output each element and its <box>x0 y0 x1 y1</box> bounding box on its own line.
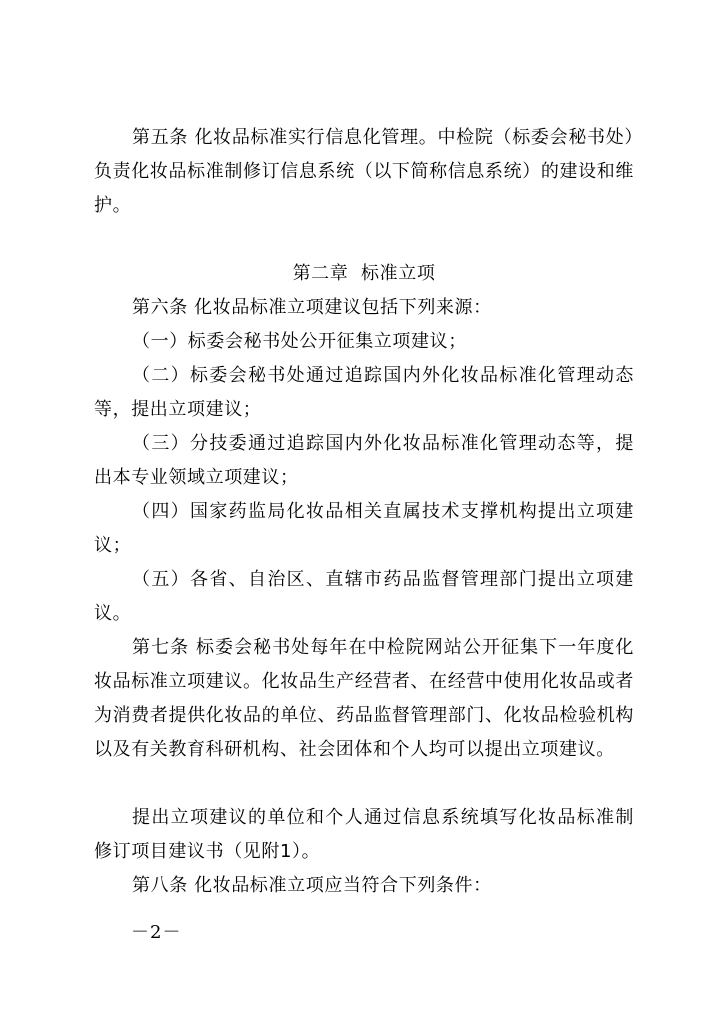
source-item-1: （一）标委会秘书处公开征集立项建议； <box>132 331 467 352</box>
article-8-paragraph: 第八条 化妆品标准立项应当符合下列条件： <box>132 875 492 896</box>
source-item-4: （四）国家药监局化妆品相关直属技术支撑机构提出立项建议； <box>94 501 634 556</box>
chapter-heading: 第二章 标准立项 <box>292 263 436 284</box>
article-6-paragraph: 第六条 化妆品标准立项建议包括下列来源： <box>132 297 492 318</box>
proposal-submission-paragraph: 提出立项建议的单位和个人通过信息系统填写化妆品标准制修订项目建议书（见附1）。 <box>94 807 634 862</box>
article-7-paragraph: 第七条 标委会秘书处每年在中检院网站公开征集下一年度化妆品标准立项建议。化妆品生产经营者、在经营中使用化妆品或者为消费者提供化妆品的单位、药品监督管理部门、化妆品检验机构以及有关教育科研机构、社会团体和个人均可以提出立项建议。 <box>94 637 634 760</box>
source-item-5: （五）各省、自治区、直辖市药品监督管理部门提出立项建议。 <box>94 569 634 624</box>
page-number: －2－ <box>131 922 182 943</box>
source-item-2: （二）标委会秘书处通过追踪国内外化妆品标准化管理动态等，提出立项建议； <box>94 365 634 420</box>
article-5-paragraph: 第五条 化妆品标准实行信息化管理。中检院（标委会秘书处）负责化妆品标准制修订信息系统（以下简称信息系统）的建设和维护。 <box>94 127 634 216</box>
source-item-3: （三）分技委通过追踪国内外化妆品标准化管理动态等，提出本专业领域立项建议； <box>94 433 634 488</box>
